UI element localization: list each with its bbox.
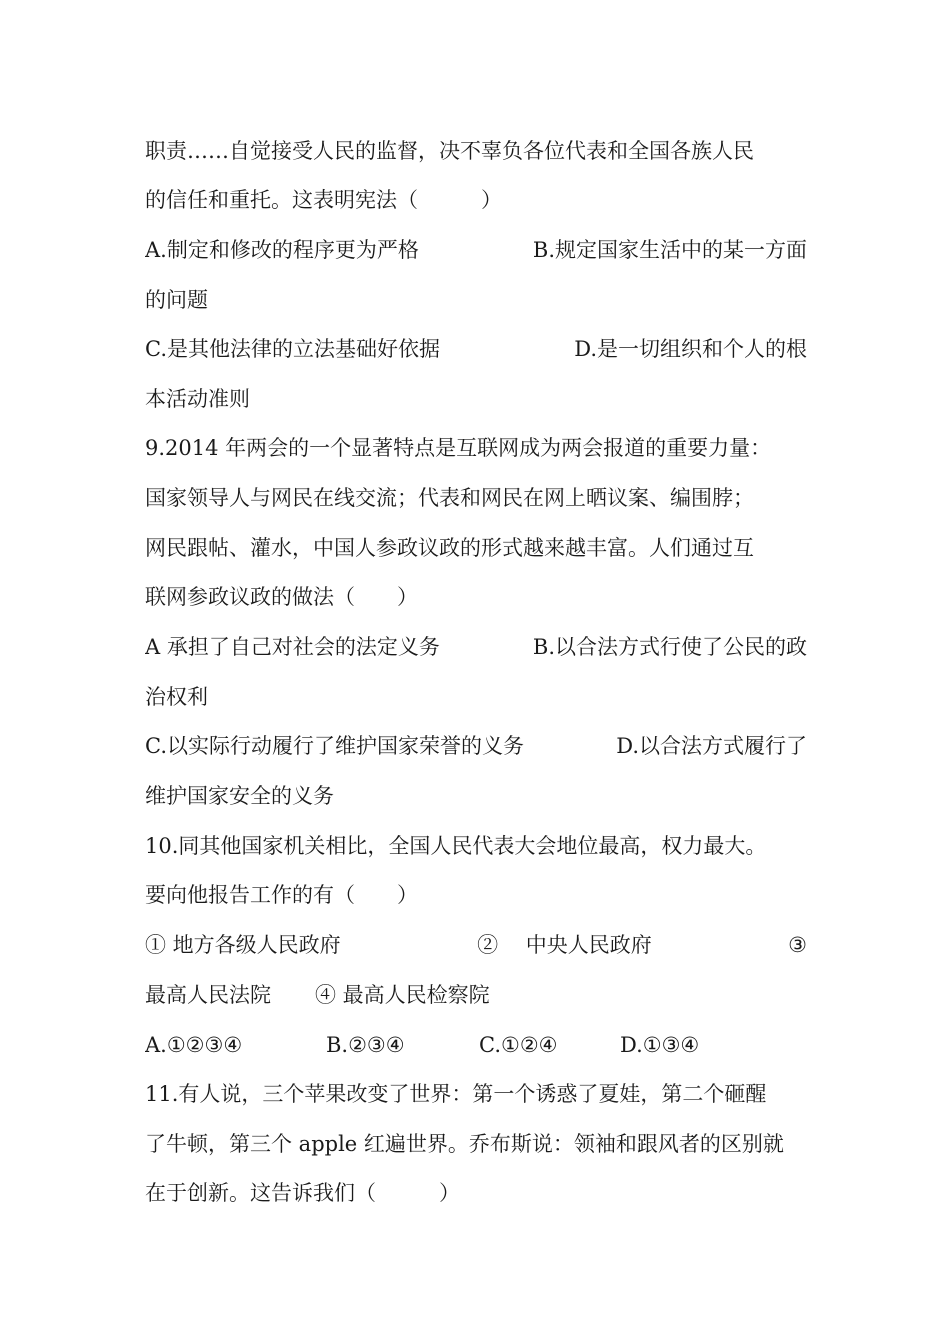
q8-options-row-1 <box>145 230 807 270</box>
q10-option-c: C.①②④ <box>479 1033 558 1057</box>
q11-stem-line: 11.有人说，三个苹果改变了世界：第一个诱惑了夏娃，第二个砸醒 <box>145 1082 767 1106</box>
q8-option-a: A.制定和修改的程序更为严格 <box>145 238 419 262</box>
q10-options-row <box>145 1025 807 1065</box>
q8-option-d-continued: 本活动准则 <box>145 387 250 411</box>
q10-item-3-continued: 最高人民法院 <box>145 983 271 1007</box>
q10-option-d: D.①③④ <box>620 1033 700 1057</box>
q9-stem-line: 9.2014 年两会的一个显著特点是互联网成为两会报道的重要力量： <box>145 436 772 460</box>
q10-option-b: B.②③④ <box>326 1033 405 1057</box>
q8-option-b: B.规定国家生活中的某一方面 <box>532 238 807 262</box>
q9-option-b: B.以合法方式行使了公民的政 <box>532 635 807 659</box>
q8-option-b-continued: 的问题 <box>145 288 208 312</box>
q11-stem-line: 了牛顿，第三个 apple 红遍世界。乔布斯说：领袖和跟风者的区别就 <box>145 1132 784 1156</box>
q10-items-row-1 <box>145 925 807 965</box>
q9-options-row-2 <box>145 726 807 766</box>
q9-stem-line: 网民跟帖、灌水，中国人参政议政的形式越来越丰富。人们通过互 <box>145 536 754 560</box>
q10-stem-line: 10.同其他国家机关相比，全国人民代表大会地位最高，权力最大。 <box>145 834 767 858</box>
q10-option-a: A.①②③④ <box>145 1033 243 1057</box>
text-line: 职责……自觉接受人民的监督，决不辜负各位代表和全国各族人民 <box>145 139 754 163</box>
q9-option-c: C.以实际行动履行了维护国家荣誉的义务 <box>145 734 524 758</box>
text-line: 的信任和重托。这表明宪法（ ） <box>145 188 502 212</box>
q10-item-2: ② 中央人民政府 <box>477 933 652 957</box>
q10-stem-line: 要向他报告工作的有（ ） <box>145 883 418 907</box>
q10-item-1: ① 地方各级人民政府 <box>145 933 341 957</box>
q9-option-d-continued: 维护国家安全的义务 <box>145 784 334 808</box>
q8-options-row-2 <box>145 329 807 369</box>
q10-item-4: ④ 最高人民检察院 <box>315 983 490 1007</box>
q11-stem-line: 在于创新。这告诉我们（ ） <box>145 1181 460 1205</box>
q9-stem-line: 国家领导人与网民在线交流；代表和网民在网上晒议案、编围脖； <box>145 486 754 510</box>
q9-option-b-continued: 治权利 <box>145 685 208 709</box>
q9-option-a: A 承担了自己对社会的法定义务 <box>145 635 440 659</box>
q8-option-d: D.是一切组织和个人的根 <box>574 337 807 361</box>
q8-option-c: C.是其他法律的立法基础好依据 <box>145 337 440 361</box>
q9-stem-line: 联网参政议政的做法（ ） <box>145 585 418 609</box>
q10-items-row-2 <box>145 975 807 1015</box>
q9-option-d: D.以合法方式履行了 <box>616 734 807 758</box>
q9-options-row-1 <box>145 627 807 667</box>
q10-item-3: ③ <box>788 933 807 957</box>
